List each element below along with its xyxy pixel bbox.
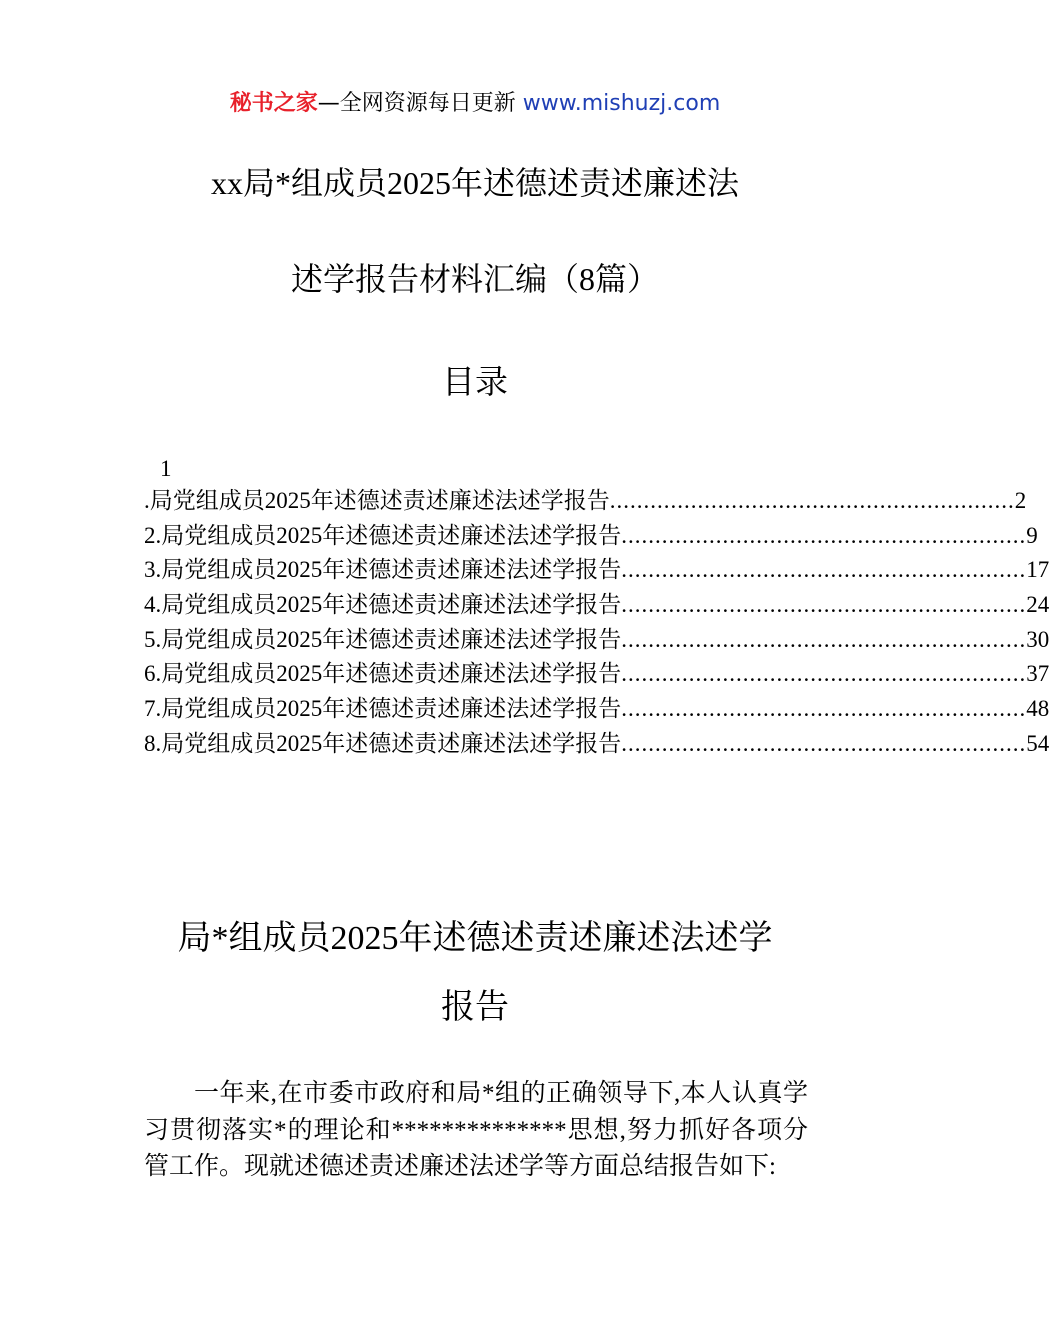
section-title-line-2: 报告 <box>441 989 509 1026</box>
toc-item[interactable] <box>144 553 1049 588</box>
table-of-contents <box>144 454 1049 762</box>
toc-leader-dots: ............................................................ <box>621 626 1027 652</box>
toc-leader-dots: ............................................................ <box>621 557 1027 583</box>
document-title-line-1: xx局*组成员2025年述德述责述廉述法 <box>210 165 739 201</box>
toc-item-page: 30 <box>1026 626 1049 652</box>
toc-item-page: 37 <box>1026 661 1049 687</box>
site-header-banner <box>0 88 950 120</box>
toc-leader-dots: ............................................................ <box>621 592 1027 618</box>
toc-item-label: 4.局党组成员2025年述德述责述廉述法述学报告 <box>144 592 622 618</box>
toc-leader-dots: ............................................................ <box>621 696 1027 722</box>
toc-item-page: 2 <box>1014 488 1027 513</box>
site-url-link[interactable]: www.mishuzj.com <box>522 91 721 116</box>
toc-item-page: 48 <box>1026 696 1049 722</box>
header-tagline: —全网资源每日更新 <box>317 91 523 116</box>
document-title-line-2: 述学报告材料汇编（8篇） <box>290 261 659 297</box>
toc-leader-dots: ............................................................ <box>621 730 1027 756</box>
toc-item-label: 7.局党组成员2025年述德述责述廉述法述学报告 <box>144 696 622 722</box>
brand-name: 秘书之家 <box>229 91 318 116</box>
toc-item-label: 6.局党组成员2025年述德述责述廉述法述学报告 <box>144 661 622 687</box>
toc-item[interactable] <box>144 484 1027 519</box>
toc-heading: 目录 <box>442 365 508 401</box>
toc-leader-dots: ............................................................ <box>609 488 1015 513</box>
toc-item[interactable] <box>144 727 1049 762</box>
toc-item[interactable] <box>144 623 1049 658</box>
toc-item[interactable] <box>144 692 1049 727</box>
body-paragraph: 一年来,在市委市政府和局*组的正确领导下,本人认真学习贯彻落实*的理论和**************思想,努力抓好各项分管工作。现就述德述责述廉述法述学等方面总结报告如下: <box>144 1080 808 1180</box>
toc-item[interactable] <box>144 519 1038 554</box>
toc-item-page: 54 <box>1026 730 1049 756</box>
section-title-line-1: 局*组成员2025年述德述责述廉述法述学 <box>177 920 773 957</box>
toc-leader-dots: ............................................................ <box>621 522 1027 548</box>
toc-leader-dots: ............................................................ <box>621 661 1027 687</box>
toc-item-page: 24 <box>1026 592 1049 618</box>
toc-item-label: 2.局党组成员2025年述德述责述廉述法述学报告 <box>144 522 622 548</box>
toc-item-label: .局党组成员2025年述德述责述廉述法述学报告 <box>144 488 610 513</box>
toc-item-label: 8.局党组成员2025年述德述责述廉述法述学报告 <box>144 730 622 756</box>
toc-item-label: 5.局党组成员2025年述德述责述廉述法述学报告 <box>144 626 622 652</box>
toc-item-page: 17 <box>1026 557 1049 583</box>
toc-item-page: 9 <box>1026 522 1038 548</box>
toc-first-item-number: 1 <box>160 456 172 481</box>
toc-item[interactable] <box>144 588 1049 623</box>
toc-item[interactable] <box>144 657 1049 692</box>
toc-item-label: 3.局党组成员2025年述德述责述廉述法述学报告 <box>144 557 622 583</box>
